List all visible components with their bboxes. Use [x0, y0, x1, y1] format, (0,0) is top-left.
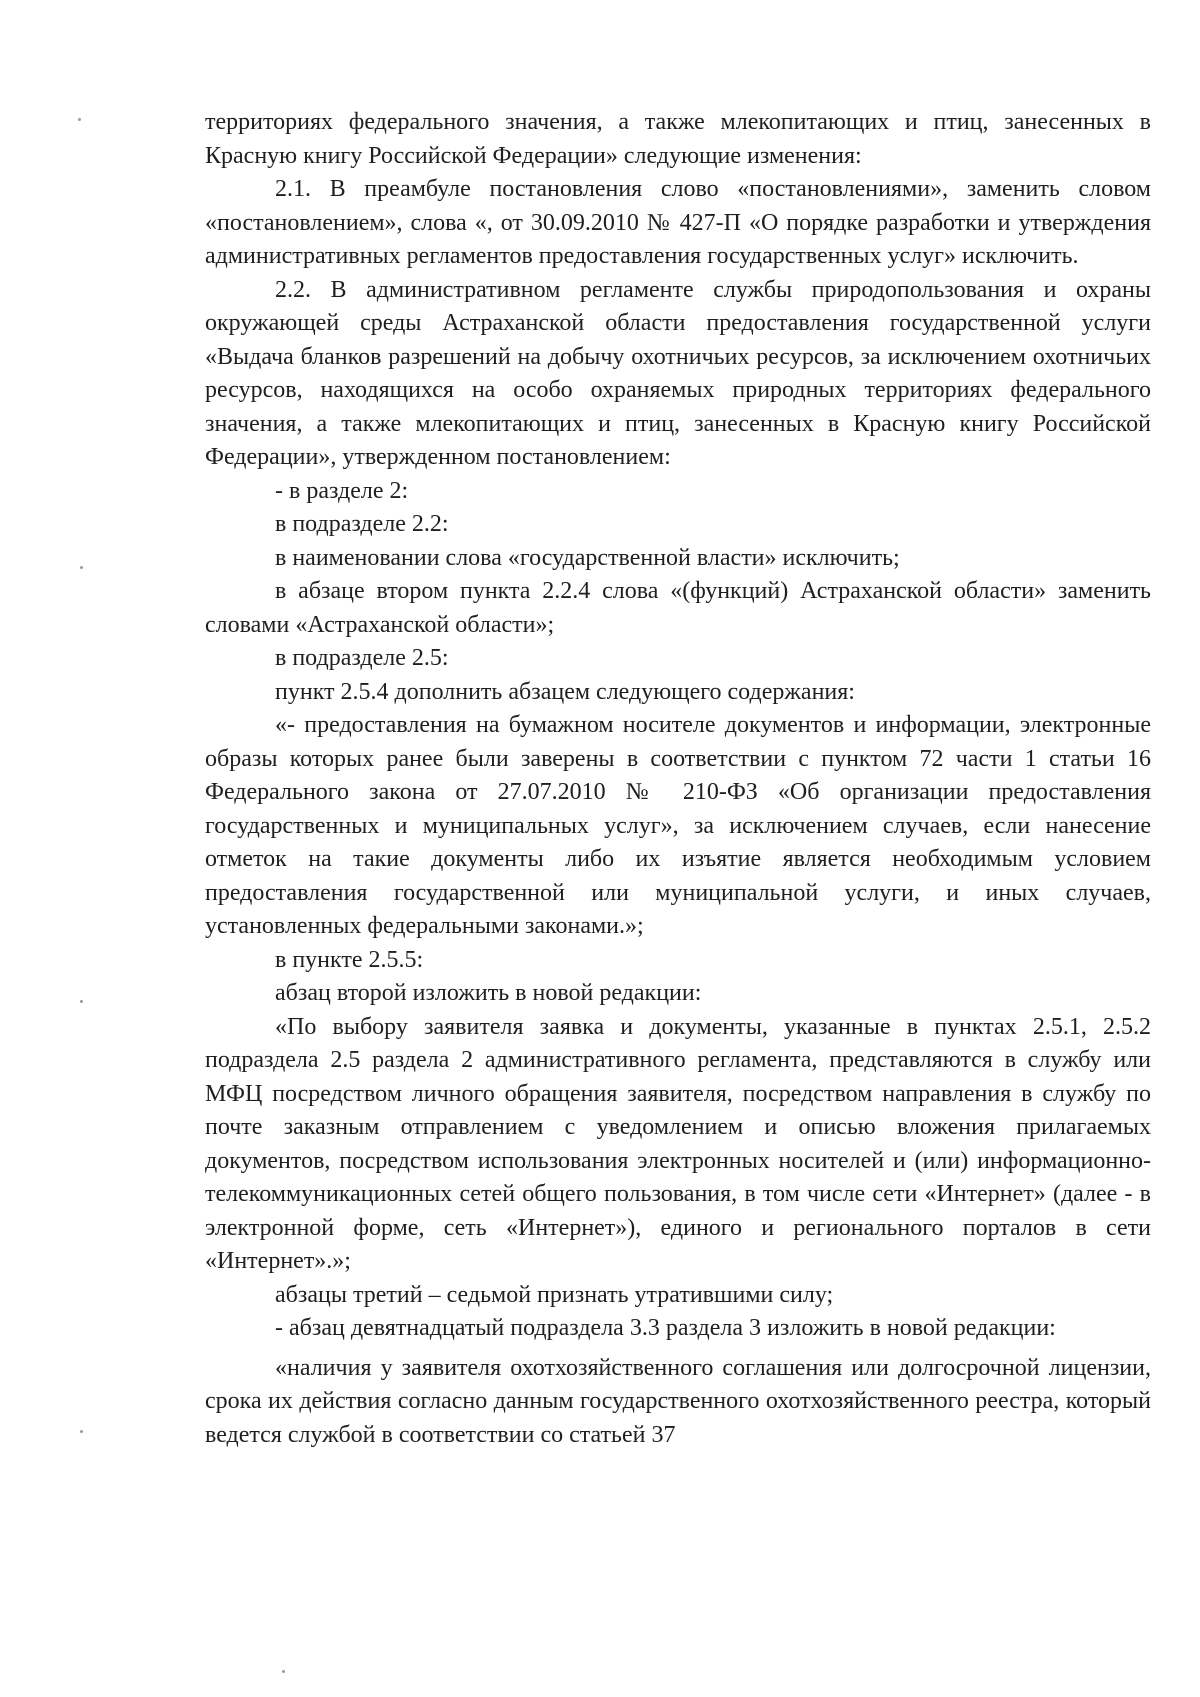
paragraph: в подразделе 2.5: [275, 645, 449, 671]
paragraph: «- предоставления на бумажном носителе документов и информации, электронные образы которых ранее были заверены в соответствии с пунктом 72 части 1 статьи 16 Федерального закона от 27.07.2010 № 210-ФЗ «Об организации предоставления государственных и муниципальных услуг», за исключением случаев, если нанесение отметок на такие документы либо их изъятие является необходимым условием предоставления государственной или муниципальной услуги, и иных случаев, установленных федеральными законами.»; [205, 712, 1151, 939]
paragraph: в наименовании слова «государственной власти» исключить; [275, 544, 900, 571]
document-body [205, 106, 1151, 1452]
paragraph: «По выбору заявителя заявка и документы, указанные в пунктах 2.5.1, 2.5.2 подраздела 2.5 раздела 2 административного регламента, представляются в службу или МФЦ посредством личного обращения заявителя, посредством направления в службу по почте заказным отправлением с уведомлением и описью вложения прилагаемых документов, посредством использования электронных носителей и (или) информационно-телекоммуникационных сетей общего пользования, в том числе сети «Интернет» (далее - в электронной форме, сеть «Интернет»), единого и регионального порталов в сети «Интернет».»; [205, 1013, 1151, 1274]
paragraph: 2.1. В преамбуле постановления слово «постановлениями», заменить словом «постановлением», слова «, от 30.09.2010 № 427-П «О порядке разработки и утверждения административных регламентов предоставления государственных услуг» исключить. [205, 176, 1151, 269]
paragraph: абзацы третий – седьмой признать утратившими силу; [275, 1281, 834, 1308]
paragraph: «наличия у заявителя охотхозяйственного соглашения или долгосрочной лицензии, срока их действия согласно данным государственного охотхозяйственного реестра, который ведется службой в соответствии со статьей 37 [205, 1354, 1151, 1448]
paragraph: в подразделе 2.2: [275, 511, 449, 537]
scan-speck [80, 566, 83, 569]
scan-speck [78, 118, 81, 121]
paragraph: 2.2. В административном регламенте службы природопользования и охраны окружающей среды Астраханской области предоставления государственной услуги «Выдача бланков разрешений на добычу охотничьих ресурсов, за исключением охотничьих ресурсов, находящихся на особо охраняемых природных территориях федерального значения, а также млекопитающих и птиц, занесенных в Красную книгу Российской Федерации», утвержденном постановлением: [205, 276, 1151, 470]
paragraph: в абзаце втором пункта 2.2.4 слова «(функций) Астраханской области» заменить словами «Астраханской области»; [205, 578, 1151, 638]
scan-speck [80, 1000, 83, 1003]
paragraph: территориях федерального значения, а также млекопитающих и птиц, занесенных в Красную книгу Российской Федерации» следующие изменения: [205, 109, 1151, 169]
scan-speck [282, 1670, 285, 1673]
paragraph: абзац второй изложить в новой редакции: [275, 980, 702, 1006]
scan-speck [80, 1430, 83, 1433]
paragraph: пункт 2.5.4 дополнить абзацем следующего содержания: [275, 678, 855, 705]
paragraph: - в разделе 2: [275, 477, 409, 504]
paragraph: в пункте 2.5.5: [275, 946, 424, 973]
paragraph: - абзац девятнадцатый подраздела 3.3 раздела 3 изложить в новой редакции: [275, 1315, 1056, 1341]
